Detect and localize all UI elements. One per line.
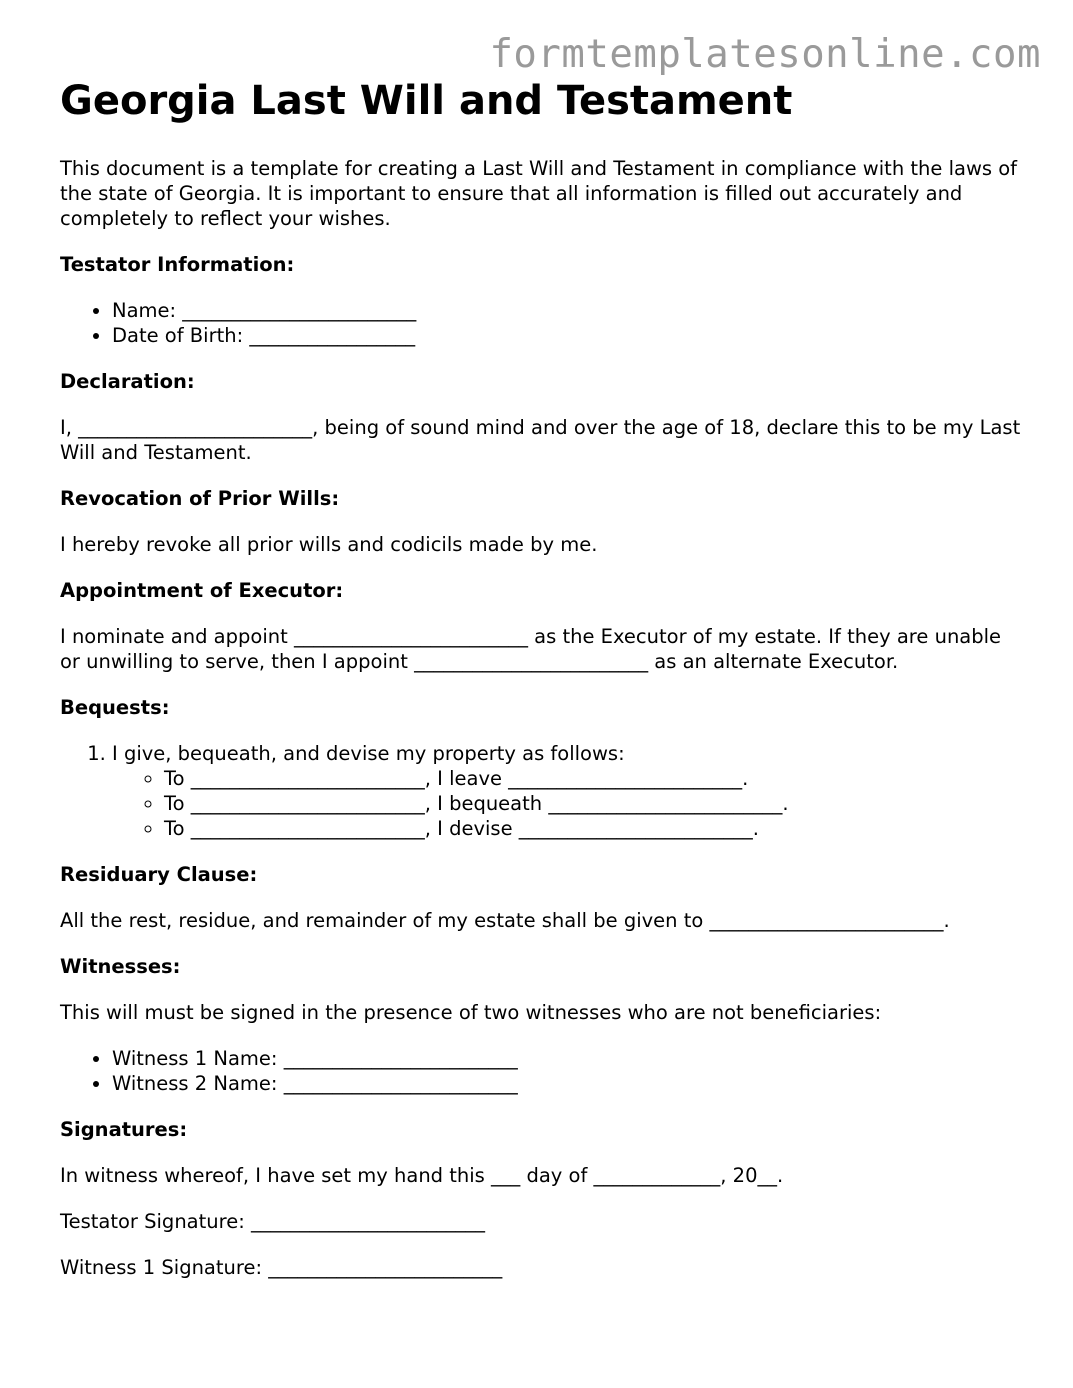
witnesses-list	[60, 1046, 1025, 1096]
bequests-item-text: I give, bequeath, and devise my property as follows:	[112, 742, 625, 765]
executor-text: I nominate and appoint ________________________ as the Executor of my estate. If they are unable or unwilling to serve, then I appoint ________________________ as an alternate Executor.	[60, 625, 1002, 673]
revocation-heading: Revocation of Prior Wills:	[60, 487, 340, 510]
residuary-text: All the rest, residue, and remainder of my estate shall be given to ________________________.	[60, 909, 950, 932]
witness-2-name-item: • Witness 2 Name: ________________________	[112, 1071, 1025, 1096]
bequest-devise-item: ◦ To ________________________, I devise ________________________.	[164, 816, 1025, 841]
testator-name-item: • Name: ________________________	[112, 298, 1025, 323]
testator-heading: Testator Information:	[60, 253, 295, 276]
testator-list	[60, 298, 1025, 348]
bequests-heading: Bequests:	[60, 696, 170, 719]
revocation-text: I hereby revoke all prior wills and codicils made by me.	[60, 533, 598, 556]
witnesses-heading: Witnesses:	[60, 955, 181, 978]
witness-1-name-item: • Witness 1 Name: ________________________	[112, 1046, 1025, 1071]
document-page	[60, 76, 1025, 1280]
executor-heading: Appointment of Executor:	[60, 579, 344, 602]
page-title: Georgia Last Will and Testament	[60, 78, 793, 124]
signatures-heading: Signatures:	[60, 1118, 188, 1141]
bequest-leave-item: ◦ To ________________________, I leave ________________________.	[164, 766, 1025, 791]
testator-signature-line: Testator Signature: ________________________	[60, 1210, 485, 1233]
witness-1-signature-line: Witness 1 Signature: ________________________	[60, 1256, 503, 1279]
intro-paragraph: This document is a template for creating a Last Will and Testament in compliance with the laws of the state of Georgia. It is important to ensure that all information is filled out accurately and completely to reflect your wishes.	[60, 157, 1018, 230]
residuary-heading: Residuary Clause:	[60, 863, 258, 886]
declaration-text: I, ________________________, being of sound mind and over the age of 18, declare this to be my Last Will and Testament.	[60, 416, 1021, 464]
witness-whereof-line: In witness whereof, I have set my hand this ___ day of _____________, 20__.	[60, 1164, 784, 1187]
bequests-list	[60, 741, 1025, 841]
witnesses-text: This will must be signed in the presence of two witnesses who are not beneficiaries:	[60, 1001, 882, 1024]
declaration-heading: Declaration:	[60, 370, 195, 393]
bequests-item	[112, 741, 1025, 841]
testator-dob-item: • Date of Birth: _________________	[112, 323, 1025, 348]
watermark: formtemplatesonline.com	[489, 32, 1041, 77]
bequest-bequeath-item: ◦ To ________________________, I bequeath ________________________.	[164, 791, 1025, 816]
bequests-sublist	[112, 766, 1025, 841]
